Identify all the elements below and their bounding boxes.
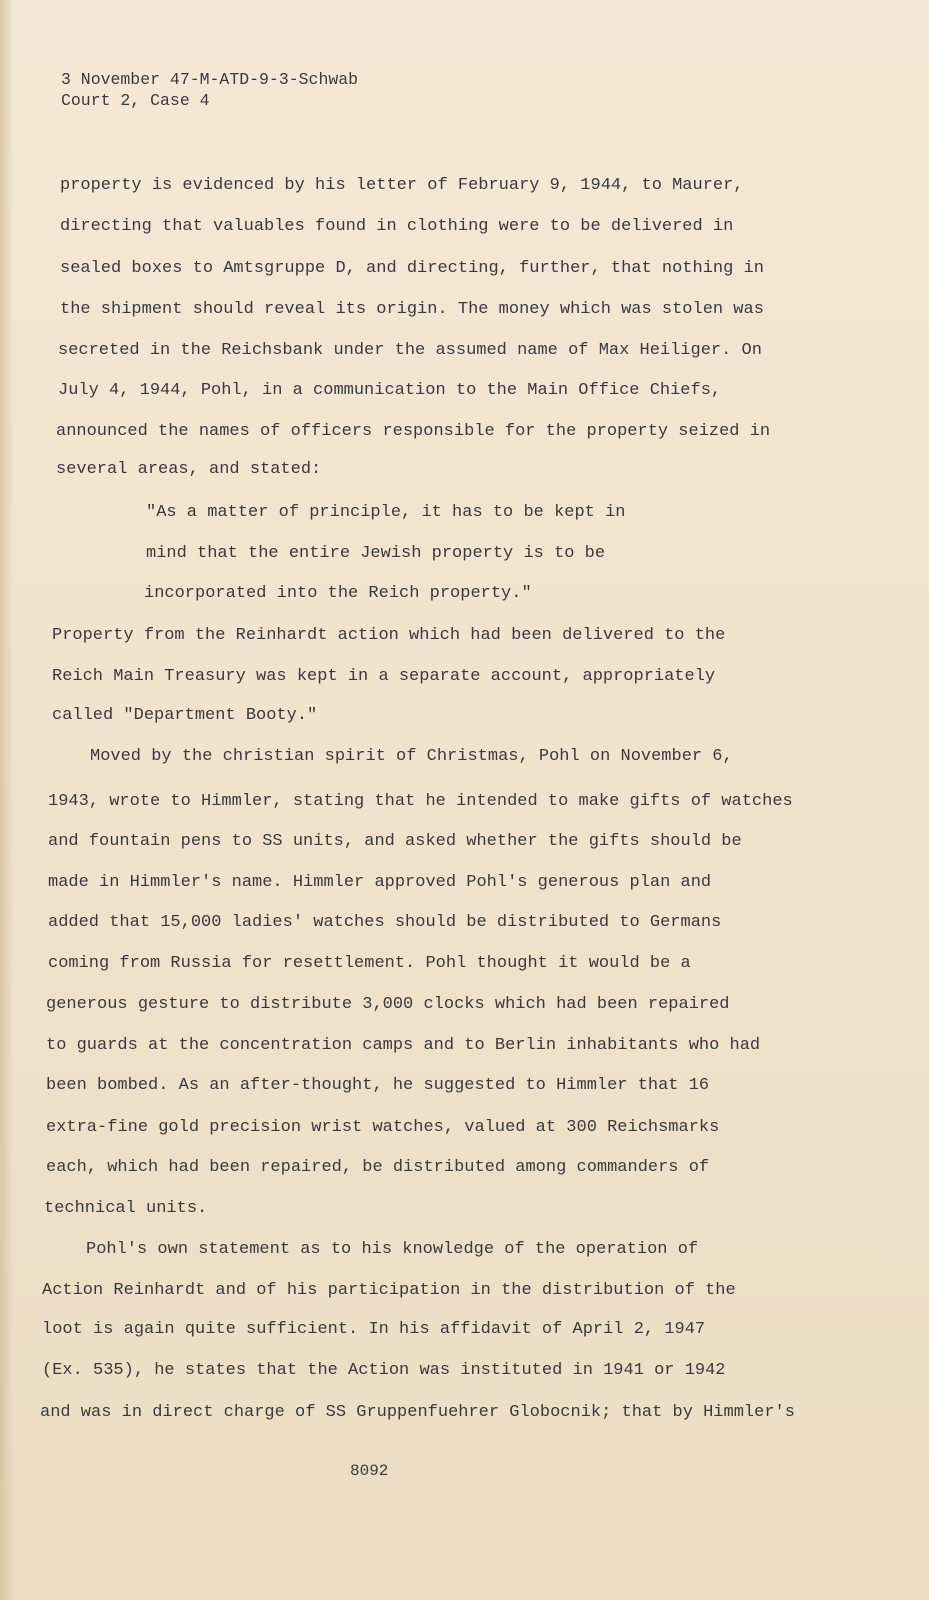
text-line: extra-fine gold precision wrist watches, valued at 300 Reichsmarks bbox=[46, 1118, 720, 1137]
header-court-case: Court 2, Case 4 bbox=[61, 91, 210, 110]
text-line: secreted in the Reichsbank under the assumed name of Max Heiliger. On bbox=[58, 341, 762, 360]
text-line: the shipment should reveal its origin. The money which was stolen was bbox=[60, 300, 764, 319]
text-line: coming from Russia for resettlement. Pohl thought it would be a bbox=[48, 954, 691, 973]
text-line: 1943, wrote to Himmler, stating that he intended to make gifts of watches bbox=[48, 792, 793, 811]
header-date-reference: 3 November 47-M-ATD-9-3-Schwab bbox=[61, 70, 359, 89]
text-line: July 4, 1944, Pohl, in a communication to the Main Office Chiefs, bbox=[58, 381, 722, 400]
text-line: several areas, and stated: bbox=[56, 460, 322, 479]
text-line: loot is again quite sufficient. In his affidavit of April 2, 1947 bbox=[42, 1320, 706, 1339]
text-line: each, which had been repaired, be distributed among commanders of bbox=[46, 1158, 710, 1177]
page-number: 8092 bbox=[350, 1462, 389, 1480]
paragraph-start-line: Moved by the christian spirit of Christmas, Pohl on November 6, bbox=[90, 747, 733, 766]
text-line: Property from the Reinhardt action which had been delivered to the bbox=[52, 626, 726, 645]
text-line: and fountain pens to SS units, and asked whether the gifts should be bbox=[48, 832, 742, 851]
text-line: Reich Main Treasury was kept in a separate account, appropriately bbox=[52, 667, 716, 686]
text-line: Action Reinhardt and of his participation in the distribution of the bbox=[42, 1281, 736, 1300]
text-line: been bombed. As an after-thought, he suggested to Himmler that 16 bbox=[46, 1076, 710, 1095]
text-line: made in Himmler's name. Himmler approved Pohl's generous plan and bbox=[48, 873, 712, 892]
text-line: (Ex. 535), he states that the Action was instituted in 1941 or 1942 bbox=[42, 1361, 726, 1380]
paper-edge-shadow bbox=[0, 0, 14, 1600]
quote-line: incorporated into the Reich property." bbox=[144, 584, 532, 603]
quote-line: "As a matter of principle, it has to be kept in bbox=[146, 503, 626, 522]
text-line: to guards at the concentration camps and to Berlin inhabitants who had bbox=[46, 1036, 761, 1055]
paragraph-start-line: Pohl's own statement as to his knowledge of the operation of bbox=[86, 1240, 699, 1259]
text-line: technical units. bbox=[44, 1199, 208, 1218]
text-line: sealed boxes to Amtsgruppe D, and directing, further, that nothing in bbox=[60, 259, 764, 278]
text-line: and was in direct charge of SS Gruppenfuehrer Globocnik; that by Himmler's bbox=[40, 1403, 795, 1422]
text-line: generous gesture to distribute 3,000 clocks which had been repaired bbox=[46, 995, 730, 1014]
text-line: property is evidenced by his letter of February 9, 1944, to Maurer, bbox=[60, 176, 744, 195]
text-line: directing that valuables found in clothing were to be delivered in bbox=[60, 217, 734, 236]
quote-line: mind that the entire Jewish property is to be bbox=[146, 544, 606, 563]
text-line: announced the names of officers responsible for the property seized in bbox=[56, 422, 771, 441]
text-line: added that 15,000 ladies' watches should be distributed to Germans bbox=[48, 913, 722, 932]
text-line: called "Department Booty." bbox=[52, 706, 318, 725]
